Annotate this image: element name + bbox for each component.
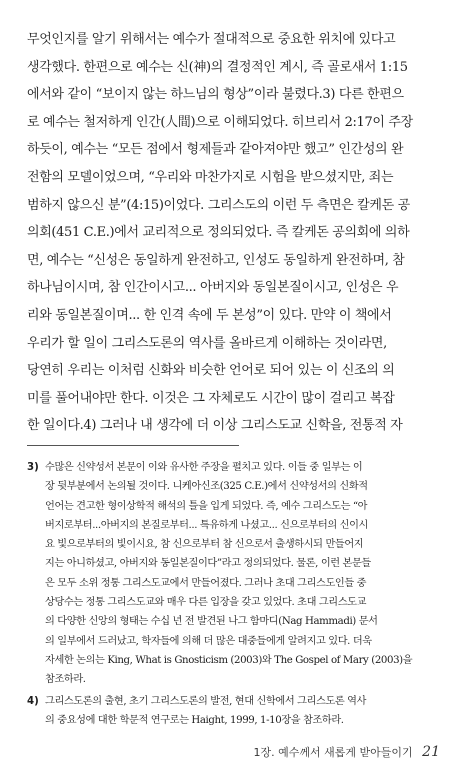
- footnote: [27, 458, 437, 690]
- footnote-line: 장 뒷부분에서 논의될 것이다. 니케아신조(325 C.E.)에서 신약성서의 신화적: [45, 481, 368, 493]
- running-head: 1장. 예수께서 새롭게 받아들이기: [253, 746, 413, 759]
- page-number: 21: [422, 744, 440, 760]
- footnote-line: 의 중요성에 대한 학문적 연구로는 Haight, 1999, 1-10장을 참조하라.: [45, 714, 344, 726]
- body-line: 무엇인지를 알기 위해서는 예수가 절대적으로 중요한 위치에 있다고: [27, 32, 396, 47]
- body-line: 하듯이, 예수는 “모든 점에서 형제들과 같아져야만 했고” 인간성의 완: [27, 142, 404, 158]
- body-text: [27, 26, 431, 440]
- body-line: 의회(451 C.E.)에서 교리적으로 정의되었다. 즉 칼케돈 공의회에 의하: [27, 225, 410, 241]
- footnote-number: 3): [27, 462, 39, 473]
- body-line: 전함의 모델이었으며, “우리와 마찬가지로 시험을 받으셨지만, 죄는: [27, 169, 394, 185]
- footnote-line: 수많은 신약성서 본문이 이와 유사한 주장을 펼치고 있다. 이들 중 일부는 이: [45, 462, 363, 473]
- footnote-line: 상당수는 정통 그리스도교와 매우 다른 입장을 갖고 있었다. 초대 그리스도교: [45, 597, 367, 609]
- footnote-line: 요 빛으로부터의 빛이시요, 참 신으로부터 참 신으로서 출생하시되 만들어지: [45, 539, 364, 551]
- body-line: 생각했다. 한편으로 예수는 신(神)의 결정적인 계시, 즉 골로새서 1:15: [27, 59, 408, 75]
- page-footer: [254, 744, 440, 760]
- body-line: 면, 예수는 “신성은 동일하게 완전하고, 인성도 동일하게 완전하며, 참: [27, 252, 405, 268]
- footnote-line: 참조하라.: [45, 674, 86, 686]
- body-line: 리와 동일본질이며... 한 인격 속에 두 본성”이 있다. 만약 이 책에서: [27, 307, 392, 323]
- footnotes: [27, 458, 437, 732]
- footnote-line: 은 모두 소위 정통 그리스도교에서 만들어졌다. 그러나 초대 그리스도인들 중: [45, 577, 367, 589]
- footnote-line: 버지로부터...아버지의 본질로부터... 특유하게 나셨고... 신으로부터의 신이시: [45, 519, 368, 531]
- footnote: [27, 692, 437, 731]
- footnote-line: 자세한 논의는 King, What is Gnosticism (2003)와 The Gospel of Mary (2003)을: [45, 654, 413, 666]
- body-line: 당연히 우리는 이처럼 신화와 비슷한 언어로 되어 있는 이 신조의 의: [27, 363, 395, 379]
- footnote-line: 그리스도론의 출현, 초기 그리스도론의 발전, 현대 신학에서 그리스도론 역사: [45, 695, 367, 707]
- body-line: 하나님이시며, 참 인간이시고... 아버지와 동일본질이시고, 인성은 우: [27, 280, 399, 296]
- footnote-line: 의 다양한 신앙의 형태는 수십 년 전 발견된 나그 함마디(Nag Hammadi) 문서: [45, 616, 378, 628]
- footnote-number: 4): [27, 695, 39, 707]
- body-line: 우리가 할 일이 그리스도론의 역사를 올바르게 이해하는 것이라면,: [27, 335, 387, 351]
- body-line: 한 일이다.4) 그러나 내 생각에 더 이상 그리스도교 신학을, 전통적 자: [27, 418, 403, 434]
- footnote-line: 지는 아니하셨고, 아버지와 동일본질이다”라고 정의되었다. 물론, 이런 본문들: [45, 558, 371, 570]
- body-line: 로 예수는 철저하게 인간(人間)으로 이해되었다. 히브리서 2:17이 주장: [27, 114, 413, 130]
- footnote-line: 언어는 견고한 형이상학적 해석의 틀을 입게 되었다. 즉, 예수 그리스도는 “아: [45, 500, 368, 512]
- footnote-line: 의 일부에서 드러났고, 학자들에 의해 더 많은 대중들에게 알려지고 있다. 더욱: [45, 635, 372, 647]
- body-line: 범하지 않으신 분”(4:15)이었다. 그리스도의 이런 두 측면은 칼케돈 공: [27, 197, 410, 213]
- footnote-separator: [27, 445, 239, 446]
- body-line: 미를 풀어내야만 한다. 이것은 그 자체로도 시간이 많이 걸리고 복잡: [27, 390, 395, 406]
- body-line: 에서와 같이 “보이지 않는 하느님의 형상”이라 불렸다.3) 다른 한편으: [27, 87, 404, 103]
